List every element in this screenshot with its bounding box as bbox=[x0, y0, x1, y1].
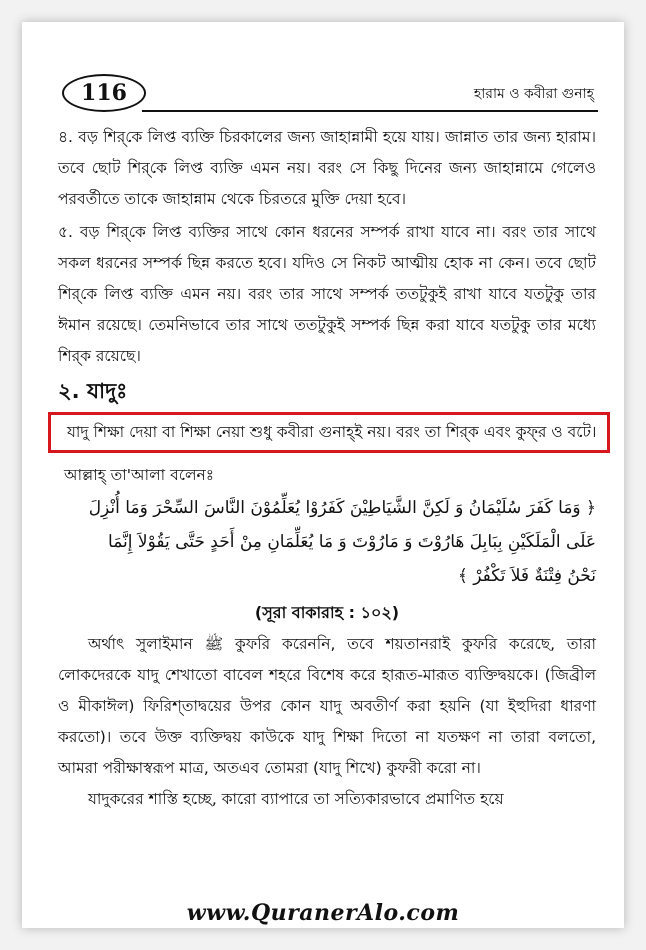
page-content bbox=[58, 122, 596, 815]
closing-paragraph: যাদুকরের শাস্তি হচ্ছে, কারো ব্যাপারে তা সত্যিকারভাবে প্রমাণিত হয়ে bbox=[88, 790, 504, 808]
section-heading: ২. যাদুঃ bbox=[58, 379, 128, 403]
point-4-paragraph: ৪. বড় শির্‌কে লিপ্ত ব্যক্তি চিরকালের জন্য জাহান্নামী হয়ে যায়। জান্নাত তার জন্য হারাম। তবে ছোট শির্‌কে লিপ্ত ব্যক্তি এমন নয়। বরং সে কিছু দিনের জন্য জাহান্নামে গেলেও পরবর্তীতে তাকে জাহান্নাম থেকে চিরতরে মুক্তি দেয়া হবে। bbox=[58, 128, 596, 208]
point-5-paragraph: ৫. বড় শির্‌কে লিপ্ত ব্যক্তির সাথে কোন ধরনের সম্পর্ক রাখা যাবে না। বরং তার সাথে সকল ধরনের সম্পর্ক ছিন্ন করতে হবে। যদিও সে নিকট আত্মীয় হোক না কেন। তবে ছোট শির্‌কে লিপ্ত ব্যক্তি এমন নয়। বরং তার সাথে সম্পর্ক ততটুকুই রাখা যাবে যতটুকু তার ঈমান রয়েছে। তেমনিভাবে তার সাথে ততটুকুই সম্পর্ক ছিন্ন করা যাবে যতটুকু তার মধ্যে শির্‌ক রয়েছে। bbox=[58, 223, 596, 365]
arabic-verse bbox=[58, 491, 596, 593]
book-page bbox=[22, 22, 624, 928]
arabic-line: عَلَى الْمَلَكَيْنِ بِبَابِلَ هَارُوْتَ وَ مَارُوْتَ وَ مَا يُعَلِّمَانِ مِنْ أَحَدٍ حَتَّى يَقُوْلاَ إِنَّمَا bbox=[108, 532, 596, 552]
arabic-line: نَحْنُ فِتْنَةٌ فَلاَ تَكْفُرْ ﴾ bbox=[457, 566, 596, 586]
header-divider bbox=[142, 110, 598, 112]
page-number: 116 bbox=[62, 74, 146, 112]
quote-intro: আল্লাহ্‌ তা'আলা বলেনঃ bbox=[64, 466, 215, 484]
verse-reference: (সূরা বাকারাহ : ১০২) bbox=[254, 603, 400, 622]
website-footer: www.QuranerAlo.com bbox=[186, 900, 460, 926]
arabic-line: ﴿ وَمَا كَفَرَ سُلَيْمَانُ وَ لَكِنَّ الشَّيَاطِيْنَ كَفَرُوْا يُعَلِّمُوْنَ النَّاسَ السِّحْرَ وَمَا أُنْزِلَ bbox=[88, 498, 596, 518]
running-title: হারাম ও কবীরা গুনাহ্ bbox=[473, 86, 594, 102]
highlighted-statement: যাদু শিক্ষা দেয়া বা শিক্ষা নেয়া শুধু কবীরা গুনাহ্‌ই নয়। বরং তা শির্‌ক এবং কুফ্‌র ও বটে। bbox=[48, 412, 610, 453]
translation-paragraph: অর্থাৎ সুলাইমান ﷺ কুফরি করেননি, তবে শয়তানরাই কুফরি করেছে, তারা লোকদেরকে যাদু শেখাতো বাবেল শহরে বিশেষ করে হারূত-মারূত ব্যক্তিদ্বয়কে। (জিব্রীল ও মীকাঈল) ফিরিশ্‌তাদ্বয়ের উপর কোন যাদু অবতীর্ণ করা হয়নি (যা ইহুদিরা ধারণা করতো)। তবে উক্ত ব্যক্তিদ্বয় কাউকে যাদু শিক্ষা দিতো না যতক্ষণ না তারা বলতো, আমরা পরীক্ষাস্বরূপ মাত্র, অতএব তোমরা (যাদু শিখে) কুফরী করো না। bbox=[58, 635, 596, 777]
